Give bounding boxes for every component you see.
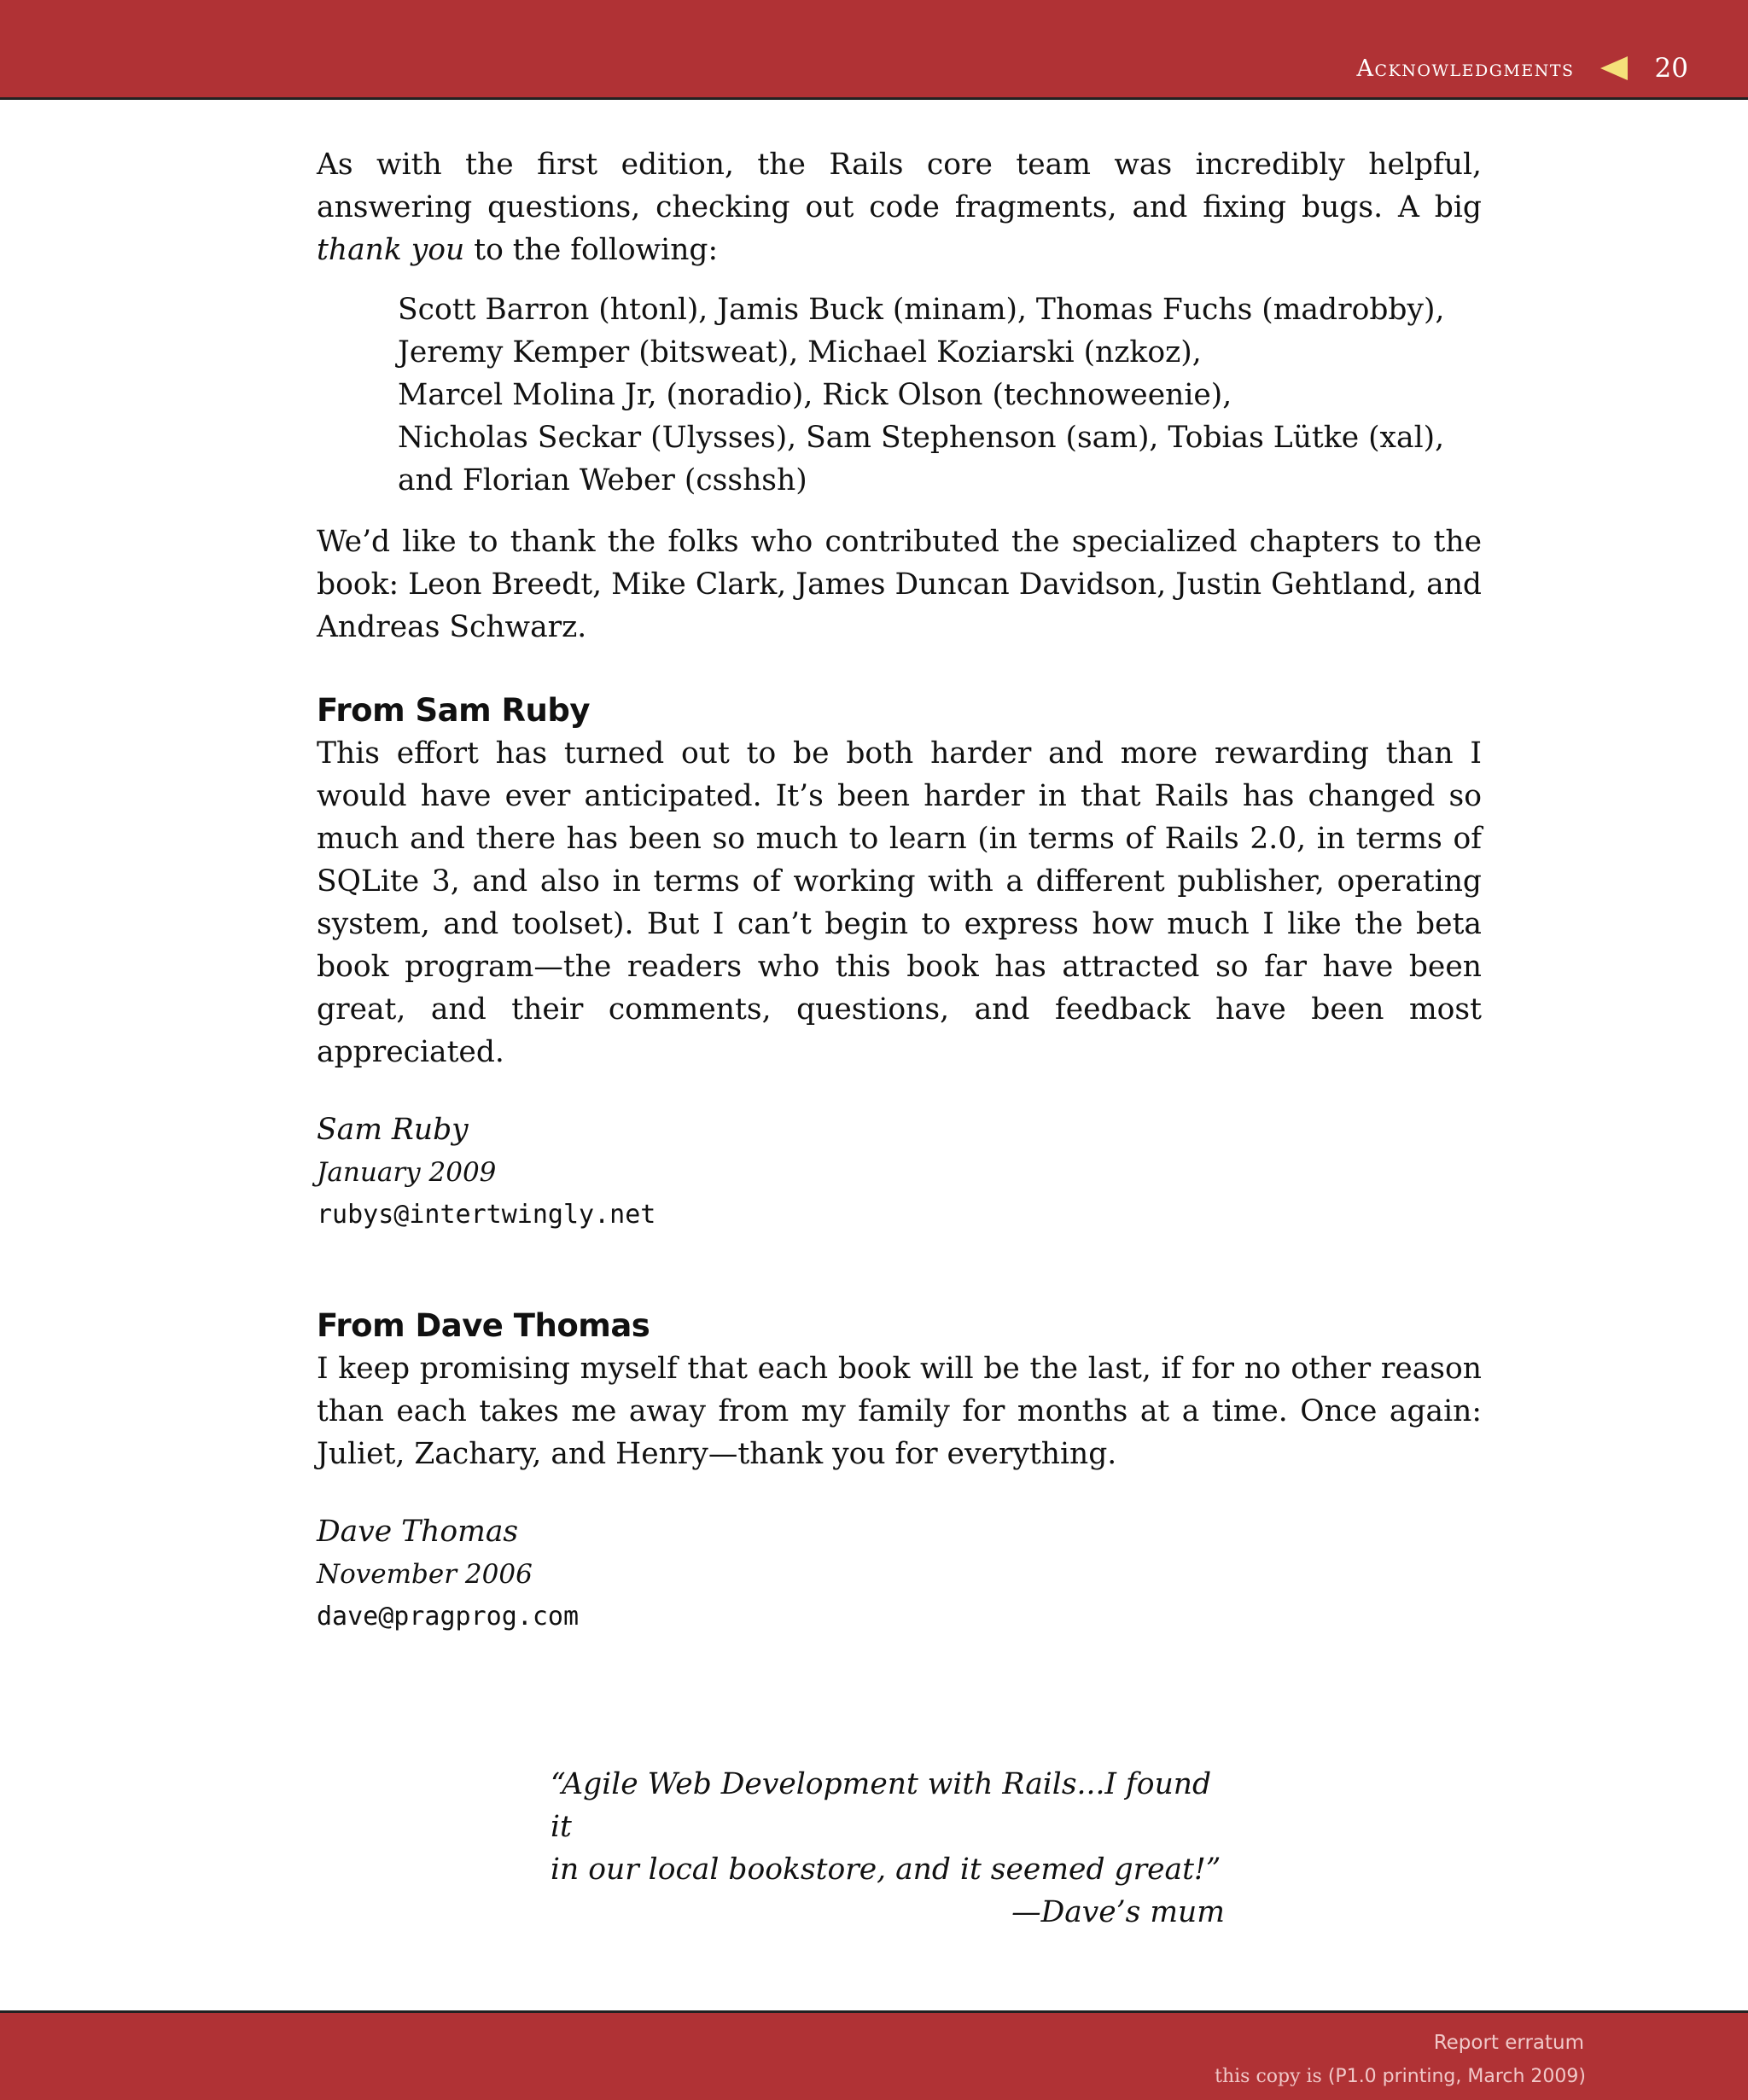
- printing-edition: (P1.0 printing, March 2009): [1327, 2066, 1586, 2087]
- contributor-line: Nicholas Seckar (Ulysses), Sam Stephenson (sam), Tobias Lütke (xal),: [398, 421, 1445, 455]
- dave-email-link[interactable]: dave@pragprog.com: [317, 1602, 580, 1632]
- dave-paragraph: I keep promising myself that each book will be the last, if for no other reason than each takes me away from my family for months at a time. Once again: Juliet, Zachary, and Henry—thank you for everything.: [317, 1352, 1482, 1471]
- contributor-line: Marcel Molina Jr, (noradio), Rick Olson (technoweenie),: [398, 378, 1232, 412]
- epigraph-quote: [551, 1763, 1225, 1934]
- dave-signature-date: November 2006: [317, 1559, 533, 1590]
- header-nav: [1357, 53, 1688, 84]
- dave-heading: From Dave Thomas: [317, 1307, 650, 1344]
- contributor-list: [398, 288, 1482, 502]
- sam-heading: From Sam Ruby: [317, 692, 590, 729]
- quote-attribution: —Dave’s mum: [1011, 1895, 1225, 1929]
- page-footer: [0, 2010, 1748, 2100]
- intro-emphasis: thank you: [317, 233, 465, 267]
- sam-signature-date: January 2009: [317, 1157, 497, 1188]
- contributor-line: Scott Barron (htonl), Jamis Buck (minam), Thomas Fuchs (madrobby),: [398, 293, 1445, 327]
- sam-paragraph: This effort has turned out to be both harder and more rewarding than I would have ever anticipated. It’s been harder in that Rails has changed so much and there has been so much to learn (in terms of Rails 2.0, in terms of SQLite 3, and also in terms of working with a different publisher, operating system, and toolset). But I can’t begin to express how much I like the beta book program—the readers who this book has attracted so far have been great, and their comments, questions, and feedback have been most appreciated.: [317, 736, 1482, 1069]
- dave-signature-name: Dave Thomas: [317, 1515, 519, 1549]
- chapters-thanks-paragraph: We’d like to thank the folks who contributed the specialized chapters to the book: Leon Breedt, Mike Clark, James Duncan Davidson, Justin Gehtland, and Andreas Schwarz.: [317, 525, 1482, 644]
- contributor-line: Jeremy Kemper (bitsweat), Michael Koziarski (nzkoz),: [398, 335, 1202, 369]
- copy-prefix: this copy is: [1215, 2066, 1328, 2087]
- quote-line: “Agile Web Development with Rails...I found it: [551, 1767, 1212, 1844]
- contributor-line: and Florian Weber (csshsh): [398, 463, 807, 497]
- page-body: [317, 143, 1482, 1638]
- intro-paragraph: [317, 143, 1482, 271]
- sam-email-link[interactable]: rubys@intertwingly.net: [317, 1200, 656, 1230]
- page-header: [0, 0, 1748, 100]
- report-erratum-link[interactable]: Report erratum: [1433, 2032, 1584, 2054]
- quote-line: in our local bookstore, and it seemed great!”: [551, 1853, 1221, 1887]
- intro-text-end: to the following:: [464, 233, 719, 267]
- printing-info: [1215, 2066, 1586, 2087]
- intro-text: As with the first edition, the Rails core team was incredibly helpful, answering questions, checking out code fragments, and fixing bugs. A big: [317, 148, 1482, 224]
- left-triangle-icon[interactable]: [1600, 56, 1628, 80]
- section-title: Acknowledgments: [1356, 55, 1575, 82]
- page-number: 20: [1654, 53, 1688, 84]
- sam-signature-name: Sam Ruby: [317, 1113, 469, 1147]
